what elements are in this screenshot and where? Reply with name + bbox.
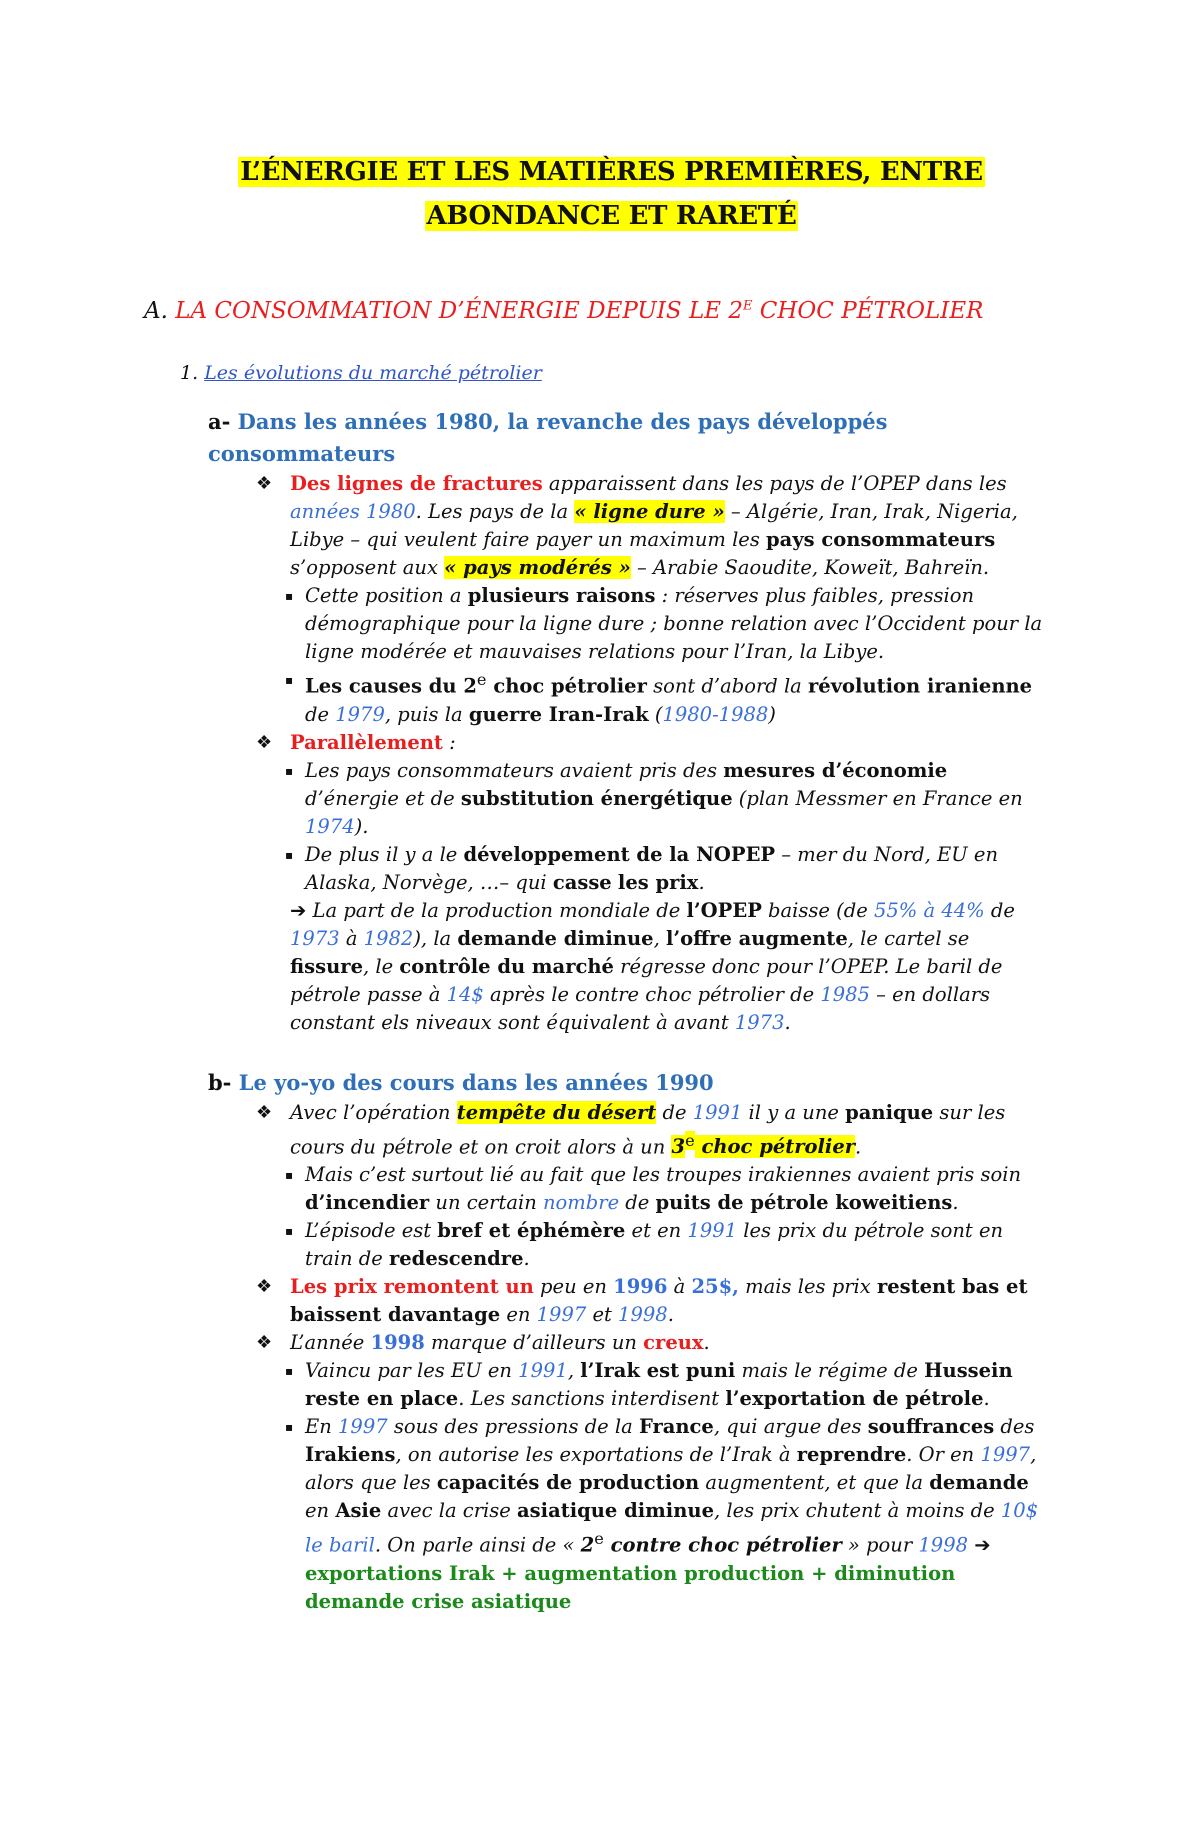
- text-run: l’offre augmente: [665, 926, 848, 950]
- text-run: 1998: [618, 1303, 668, 1326]
- text-run: l’OPEP: [686, 898, 762, 922]
- list-item: [256, 729, 1045, 757]
- text-run: contre choc pétrolier: [603, 1533, 842, 1557]
- section-1-num: 1.: [180, 362, 199, 384]
- text-run: il y a une: [742, 1100, 846, 1124]
- text-run: .: [983, 1387, 990, 1410]
- text-run: 3: [671, 1135, 686, 1158]
- text-run: Vaincu par les EU en: [305, 1359, 519, 1382]
- text-run: Les causes du 2: [305, 674, 477, 698]
- title-line-1: L’ÉNERGIE ET LES MATIÈRES PREMIÈRES, ENTRE: [240, 157, 983, 187]
- section-a-heading: [144, 298, 1045, 324]
- text-run: de: [656, 1100, 693, 1124]
- section-1-heading: [180, 362, 1045, 384]
- text-run: demande diminue: [457, 926, 654, 950]
- text-run: marque d’ailleurs un: [424, 1331, 644, 1354]
- spacer: [178, 1037, 1045, 1063]
- text-run: 2: [580, 1533, 595, 1557]
- text-run: guerre Iran-Irak: [468, 702, 649, 726]
- text-run: ,: [567, 1359, 581, 1382]
- text-run: ).: [354, 814, 369, 838]
- list-item: [256, 1099, 1045, 1162]
- text-run: de: [984, 898, 1015, 922]
- text-run: après le contre choc pétrolier de: [483, 982, 821, 1006]
- text-run: de: [305, 702, 336, 726]
- text-run: années 1980: [290, 500, 416, 523]
- text-run: augmentent, et que la: [699, 1471, 930, 1494]
- diamond-bullet-icon: ❖: [256, 1332, 273, 1353]
- section-a-letter: A.: [144, 298, 168, 324]
- text-run: De plus il y a le: [305, 842, 464, 866]
- square-bullet-icon: ▪: [285, 763, 294, 778]
- list-item: [285, 1413, 1045, 1616]
- text-run: révolution iranienne: [808, 674, 1033, 698]
- text-run: 1997: [980, 1443, 1031, 1466]
- text-run: 1991: [692, 1100, 743, 1124]
- square-bullet-icon: ▪: [285, 1420, 294, 1434]
- text-run: Irakiens: [305, 1443, 396, 1466]
- text-run: baisse (de: [761, 898, 874, 922]
- list-item: [285, 1357, 1045, 1413]
- text-run: des: [994, 1415, 1035, 1438]
- list-item: [256, 470, 1045, 582]
- list-item: [256, 1273, 1045, 1329]
- section-a-text: LA CONSOMMATION D’ÉNERGIE DEPUIS LE 2: [175, 298, 743, 324]
- list-item: [285, 1161, 1045, 1217]
- text-run: France: [638, 1415, 714, 1438]
- text-run: mais les prix: [738, 1275, 877, 1298]
- text-run: sous des pressions de la: [387, 1415, 639, 1438]
- arrow-icon: ➔: [974, 1533, 991, 1557]
- text-run: – mer du Nord, EU en Alaska, Norvège, …– qui: [305, 842, 999, 894]
- text-run: . Or en: [906, 1443, 981, 1466]
- text-run: 1973: [734, 1010, 785, 1034]
- text-run: bref et éphémère: [437, 1219, 626, 1242]
- diamond-bullet-icon: ❖: [256, 1101, 273, 1123]
- section-a-text-after: CHOC PÉTROLIER: [759, 298, 984, 324]
- text-run: restent bas et baissent davantage: [290, 1275, 1028, 1326]
- text-run: choc pétrolier: [486, 674, 647, 698]
- paragraph: [290, 897, 1045, 1037]
- text-run: ), la: [413, 926, 458, 950]
- text-run: , le cartel se: [847, 926, 970, 950]
- text-run: casse: [552, 870, 612, 894]
- text-run: – Arabie Saoudite, Koweït, Bahreïn.: [630, 556, 990, 579]
- text-run: Cette position a: [305, 584, 468, 607]
- text-run: .: [523, 1247, 530, 1270]
- text-run: e: [685, 1130, 695, 1150]
- subheading-b: [208, 1067, 1045, 1099]
- subheading-b-label: b-: [208, 1069, 232, 1095]
- text-run: mais le régime de: [735, 1359, 925, 1382]
- text-run: d’énergie et de: [305, 786, 461, 810]
- text-run: et: [586, 1303, 619, 1326]
- text-run: , le: [363, 954, 400, 978]
- text-run: reprendre: [796, 1443, 907, 1466]
- title-line-2: ABONDANCE ET RARETÉ: [426, 201, 797, 231]
- text-run: puits de pétrole koweitiens: [655, 1191, 953, 1214]
- text-run: s’opposent aux: [290, 556, 445, 579]
- text-run: , puis la: [384, 702, 469, 726]
- text-run: .: [698, 870, 705, 894]
- text-run: demande: [929, 1471, 1029, 1494]
- text-run: l’exportation de pétrole: [725, 1387, 984, 1410]
- text-run: régresse donc pour l’OPEP. Le baril de pétrole passe à: [290, 954, 1003, 1006]
- text-run: Les pays consommateurs avaient pris des: [305, 758, 724, 782]
- text-run: nombre: [542, 1191, 620, 1214]
- text-run: L’épisode est: [305, 1219, 438, 1242]
- text-run: avec la crise: [381, 1499, 518, 1522]
- text-run: Mais c’est surtout lié au fait que les troupes irakiennes avaient pris soin: [305, 1163, 1022, 1186]
- text-run: exportations Irak + augmentation production + diminution demande crise asiatique: [305, 1561, 956, 1613]
- text-run: .: [667, 1303, 674, 1326]
- text-run: l’Irak est puni: [580, 1359, 736, 1382]
- text-run: en: [500, 1303, 537, 1326]
- text-run: 1973: [290, 926, 340, 950]
- text-run: e: [594, 1529, 604, 1548]
- text-run: apparaissent dans les pays de l’OPEP dans les: [542, 472, 1007, 495]
- text-run: , qui argue des: [713, 1415, 868, 1438]
- text-run: , on autorise les exportations de l’Irak à: [395, 1443, 797, 1466]
- text-run: 1991: [687, 1219, 738, 1242]
- text-run: L’année: [290, 1331, 371, 1354]
- text-run: choc pétrolier: [694, 1135, 856, 1158]
- text-run: 55% à 44%: [873, 898, 985, 922]
- text-run: – Algérie, Iran, Irak, Nigeria, Libye – qui veulent faire payer un maximum les: [290, 500, 1018, 551]
- text-run: Avec l’opération: [290, 1100, 457, 1124]
- text-run: (plan Messmer en France en: [732, 786, 1023, 810]
- text-run: » pour: [841, 1533, 919, 1557]
- text-run: (: [648, 702, 663, 726]
- text-run: .: [703, 1331, 710, 1354]
- text-run: 1996: [613, 1275, 668, 1298]
- text-run: 1979: [335, 702, 385, 726]
- text-run: peu en: [533, 1275, 614, 1298]
- text-run: ): [768, 702, 776, 726]
- text-run: . Les pays de la: [415, 500, 575, 523]
- text-run: 1985: [820, 982, 870, 1006]
- text-run: à: [667, 1275, 692, 1298]
- text-run: mesures d’économie: [723, 758, 948, 782]
- text-run: La part de la production mondiale de: [306, 898, 687, 922]
- text-run: et en: [625, 1219, 688, 1242]
- list-item: [285, 1217, 1045, 1273]
- text-run: . On parle ainsi de «: [374, 1533, 581, 1557]
- text-run: ,: [732, 1275, 739, 1298]
- text-run: , alors que les: [305, 1443, 1037, 1494]
- text-run: Les prix remontent un: [290, 1275, 534, 1298]
- square-bullet-icon: ▪: [285, 1364, 294, 1378]
- list-item: [285, 841, 1045, 897]
- text-run: en: [305, 1499, 336, 1522]
- subheading-a: [208, 406, 1045, 470]
- text-run: . Les sanctions interdisent: [458, 1387, 726, 1410]
- text-run: , les prix chutent à moins de: [713, 1499, 1001, 1522]
- document-page: [0, 150, 1200, 1848]
- text-run: les prix: [617, 870, 699, 894]
- text-run: à: [339, 926, 364, 950]
- text-run: e: [476, 670, 487, 689]
- text-run: asiatique diminue: [517, 1499, 714, 1522]
- text-run: .: [952, 1191, 959, 1214]
- text-run: « pays modérés »: [444, 556, 631, 579]
- list-item: [285, 582, 1045, 666]
- text-run: Hussein reste en place: [305, 1359, 1013, 1410]
- section-1-link[interactable]: Les évolutions du marché pétrolier: [204, 362, 542, 384]
- square-bullet-icon: ▪: [285, 847, 294, 862]
- diamond-bullet-icon: ❖: [256, 473, 273, 494]
- text-run: :: [442, 730, 456, 754]
- text-run: substitution énergétique: [460, 786, 733, 810]
- text-run: .: [855, 1135, 862, 1158]
- list-item: [285, 666, 1045, 729]
- list-item: [285, 757, 1045, 841]
- text-run: contrôle du marché: [399, 954, 614, 978]
- text-run: les prix du pétrole sont en train de: [305, 1219, 1004, 1270]
- diamond-bullet-icon: ❖: [256, 731, 273, 753]
- text-run: panique: [845, 1100, 934, 1124]
- subheading-b-text: Le yo-yo des cours dans les années 1990: [238, 1069, 714, 1095]
- text-run: Des lignes de fractures: [290, 472, 543, 495]
- list-item: [256, 1329, 1045, 1357]
- text-run: pays consommateurs: [766, 528, 996, 551]
- square-bullet-icon: ▪: [285, 1168, 294, 1182]
- text-run: 1997: [338, 1415, 388, 1438]
- square-bullet-icon: ▪: [285, 1224, 294, 1238]
- text-run: Parallèlement: [290, 730, 443, 754]
- text-run: redescendre: [389, 1247, 524, 1270]
- text-run: 14$: [446, 982, 484, 1006]
- square-bullet-icon: ▪: [285, 673, 294, 687]
- text-run: développement de la NOPEP: [463, 842, 776, 866]
- text-run: sont d’abord la: [646, 674, 809, 698]
- text-run: un certain: [429, 1191, 543, 1214]
- text-run: d’incendier: [305, 1191, 430, 1214]
- text-run: 1982: [363, 926, 414, 950]
- text-run: capacités de production: [436, 1471, 700, 1494]
- subheading-a-label: a-: [208, 409, 231, 434]
- square-bullet-icon: ▪: [285, 589, 294, 603]
- diamond-bullet-icon: ❖: [256, 1276, 273, 1297]
- text-run: 1974: [305, 814, 355, 838]
- text-run: creux: [643, 1331, 704, 1354]
- text-run: – en dollars constant els niveaux sont équivalent à avant: [290, 982, 991, 1034]
- text-run: fissure: [290, 954, 363, 978]
- text-run: 25$: [691, 1275, 733, 1298]
- page-title: [178, 150, 1045, 238]
- text-run: 10$ le baril: [305, 1499, 1039, 1557]
- text-run: Asie: [335, 1499, 382, 1522]
- text-run: souffrances: [867, 1415, 995, 1438]
- arrow-icon: ➔: [290, 898, 307, 922]
- text-run: En: [305, 1415, 338, 1438]
- text-run: 1980-1988: [662, 702, 769, 726]
- text-run: tempête du désert: [456, 1100, 657, 1124]
- text-run: ,: [653, 926, 666, 950]
- text-run: plusieurs raisons: [467, 584, 656, 607]
- text-run: 1998: [370, 1331, 425, 1354]
- subheading-a-text: Dans les années 1980, la revanche des pays développés consommateurs: [208, 409, 888, 466]
- text-run: de: [619, 1191, 656, 1214]
- text-run: 1997: [536, 1303, 587, 1326]
- section-a-sup: E: [742, 298, 753, 314]
- text-run: 1998: [918, 1533, 969, 1557]
- text-run: sur les cours du pétrole et on croit alors à un: [290, 1100, 1006, 1158]
- text-run: .: [784, 1010, 791, 1034]
- text-run: « ligne dure »: [574, 500, 725, 523]
- text-run: 1991: [518, 1359, 568, 1382]
- text-run: : réserves plus faibles, pression démographique pour la ligne dure ; bonne relation avec l’Occident pour la ligne modérée et mauvaises relations pour l’Iran, la Libye.: [305, 584, 1043, 663]
